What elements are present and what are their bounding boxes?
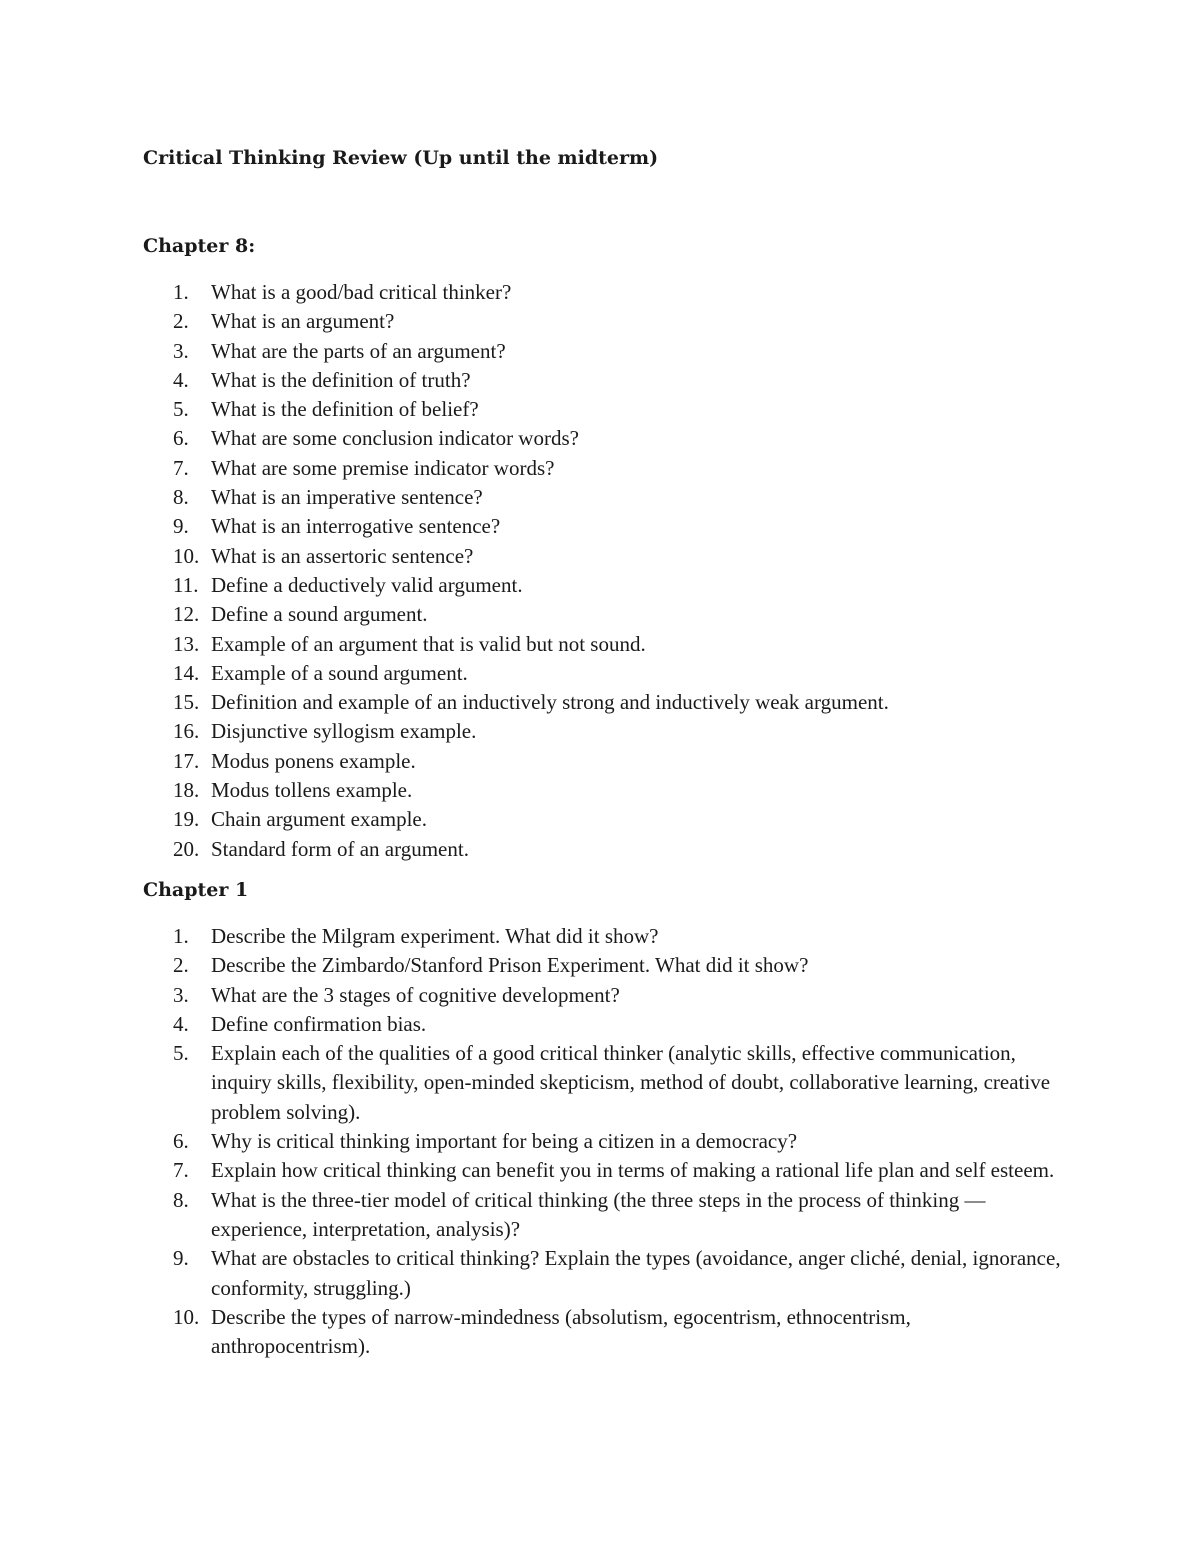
question-number: 17.: [173, 748, 200, 773]
question-number: 4.: [173, 1011, 189, 1036]
question-text: What is a good/bad critical thinker?: [211, 280, 512, 304]
question-text: Explain how critical thinking can benefit you in terms of making a rational life plan and self esteem.: [211, 1158, 1055, 1183]
question-number: 5.: [173, 397, 189, 422]
document-title: Critical Thinking Review (Up until the midterm): [143, 147, 659, 169]
question-number: 9.: [173, 514, 189, 539]
question-text: What is an argument?: [211, 309, 395, 334]
chapter-8-question-list: [143, 278, 1073, 864]
list-item: [143, 776, 1073, 805]
list-item: [143, 1039, 1073, 1127]
question-text: Define a deductively valid argument.: [211, 572, 523, 597]
list-item: [143, 1127, 1073, 1156]
question-text: Example of an argument that is valid but not sound.: [211, 631, 646, 656]
list-item: [143, 1156, 1073, 1185]
list-item: [143, 951, 1073, 980]
question-text: What is the three-tier model of critical thinking (the three steps in the process of thinking —experience, interpretation, analysis)?: [211, 1187, 986, 1241]
list-item: [143, 307, 1073, 336]
question-number: 16.: [173, 719, 200, 744]
list-item: [143, 454, 1073, 483]
question-text: Modus ponens example.: [211, 748, 416, 773]
list-item: [143, 981, 1073, 1010]
question-number: 13.: [173, 631, 200, 656]
question-text: What are some conclusion indicator words?: [211, 426, 579, 451]
question-text: Standard form of an argument.: [211, 836, 469, 861]
question-number: 3.: [173, 982, 189, 1007]
question-number: 10.: [173, 1304, 200, 1329]
question-number: 11.: [173, 572, 199, 597]
question-number: 7.: [173, 455, 189, 480]
question-text: What is an imperative sentence?: [211, 485, 483, 510]
list-item: [143, 483, 1073, 512]
question-number: 4.: [173, 367, 189, 392]
question-number: 6.: [173, 1129, 189, 1154]
list-item: [143, 1010, 1073, 1039]
question-text: What are obstacles to critical thinking? Explain the types (avoidance, anger cliché, denial, ignorance, conformity, struggling.): [211, 1246, 1061, 1300]
question-text: Modus tollens example.: [211, 778, 413, 803]
list-item: [143, 747, 1073, 776]
list-item: [143, 366, 1073, 395]
question-text: Definition and example of an inductively strong and inductively weak argument.: [211, 690, 889, 715]
question-number: 6.: [173, 426, 189, 451]
question-text: What is the definition of belief?: [211, 397, 479, 422]
question-text: Disjunctive syllogism example.: [211, 719, 477, 744]
list-item: [143, 337, 1073, 366]
question-number: 19.: [173, 807, 200, 832]
list-item: [143, 1186, 1073, 1245]
list-item: [143, 512, 1073, 541]
list-item: [143, 630, 1073, 659]
list-item: [143, 835, 1073, 864]
list-item: [143, 688, 1073, 717]
list-item: [143, 1244, 1073, 1303]
question-number: 5.: [173, 1041, 189, 1066]
chapter-8-heading: Chapter 8:: [143, 235, 256, 257]
list-item: [143, 571, 1073, 600]
question-number: 7.: [173, 1158, 189, 1183]
question-text: What are some premise indicator words?: [211, 455, 555, 480]
question-number: 2.: [173, 309, 189, 334]
question-text: Describe the Zimbardo/Stanford Prison Experiment. What did it show?: [211, 953, 809, 978]
list-item: [143, 424, 1073, 453]
question-number: 8.: [173, 485, 189, 510]
list-item: [143, 659, 1073, 688]
chapter-1-question-list: [143, 922, 1073, 1361]
question-text: Chain argument example.: [211, 807, 427, 832]
list-item: [143, 922, 1073, 951]
chapter-1-heading: Chapter 1: [143, 879, 249, 901]
question-number: 10.: [173, 543, 200, 568]
list-item: [143, 542, 1073, 571]
list-item: [143, 1303, 1073, 1362]
question-number: 9.: [173, 1246, 189, 1271]
question-text: Example of a sound argument.: [211, 660, 468, 685]
question-text: What are the parts of an argument?: [211, 338, 506, 363]
question-number: 18.: [173, 778, 200, 803]
question-number: 20.: [173, 836, 200, 861]
question-text: What is an assertoric sentence?: [211, 543, 474, 568]
question-text: Why is critical thinking important for being a citizen in a democracy?: [211, 1129, 798, 1154]
question-text: What is the definition of truth?: [211, 367, 471, 392]
question-text: What is an interrogative sentence?: [211, 514, 501, 539]
list-item: [143, 717, 1073, 746]
question-text: What are the 3 stages of cognitive development?: [211, 982, 620, 1007]
question-text: Describe the types of narrow-mindedness (absolutism, egocentrism, ethnocentrism, anthropocentrism).: [211, 1304, 911, 1359]
question-number: 1.: [173, 924, 189, 948]
question-number: 2.: [173, 953, 189, 978]
list-item: [143, 600, 1073, 629]
list-item: [143, 278, 1073, 307]
question-text: Define a sound argument.: [211, 602, 428, 627]
list-item: [143, 395, 1073, 424]
question-number: 14.: [173, 660, 200, 685]
question-text: Explain each of the qualities of a good critical thinker (analytic skills, effective communication, inquiry skills, flexibility, open-minded skepticism, method of doubt, collaborative learning, creative problem solving).: [211, 1041, 1051, 1124]
question-number: 3.: [173, 338, 189, 363]
question-text: Define confirmation bias.: [211, 1011, 427, 1036]
question-number: 8.: [173, 1187, 189, 1212]
question-number: 1.: [173, 280, 189, 304]
list-item: [143, 805, 1073, 834]
question-number: 12.: [173, 602, 200, 627]
question-number: 15.: [173, 690, 200, 715]
question-text: Describe the Milgram experiment. What did it show?: [211, 924, 659, 948]
